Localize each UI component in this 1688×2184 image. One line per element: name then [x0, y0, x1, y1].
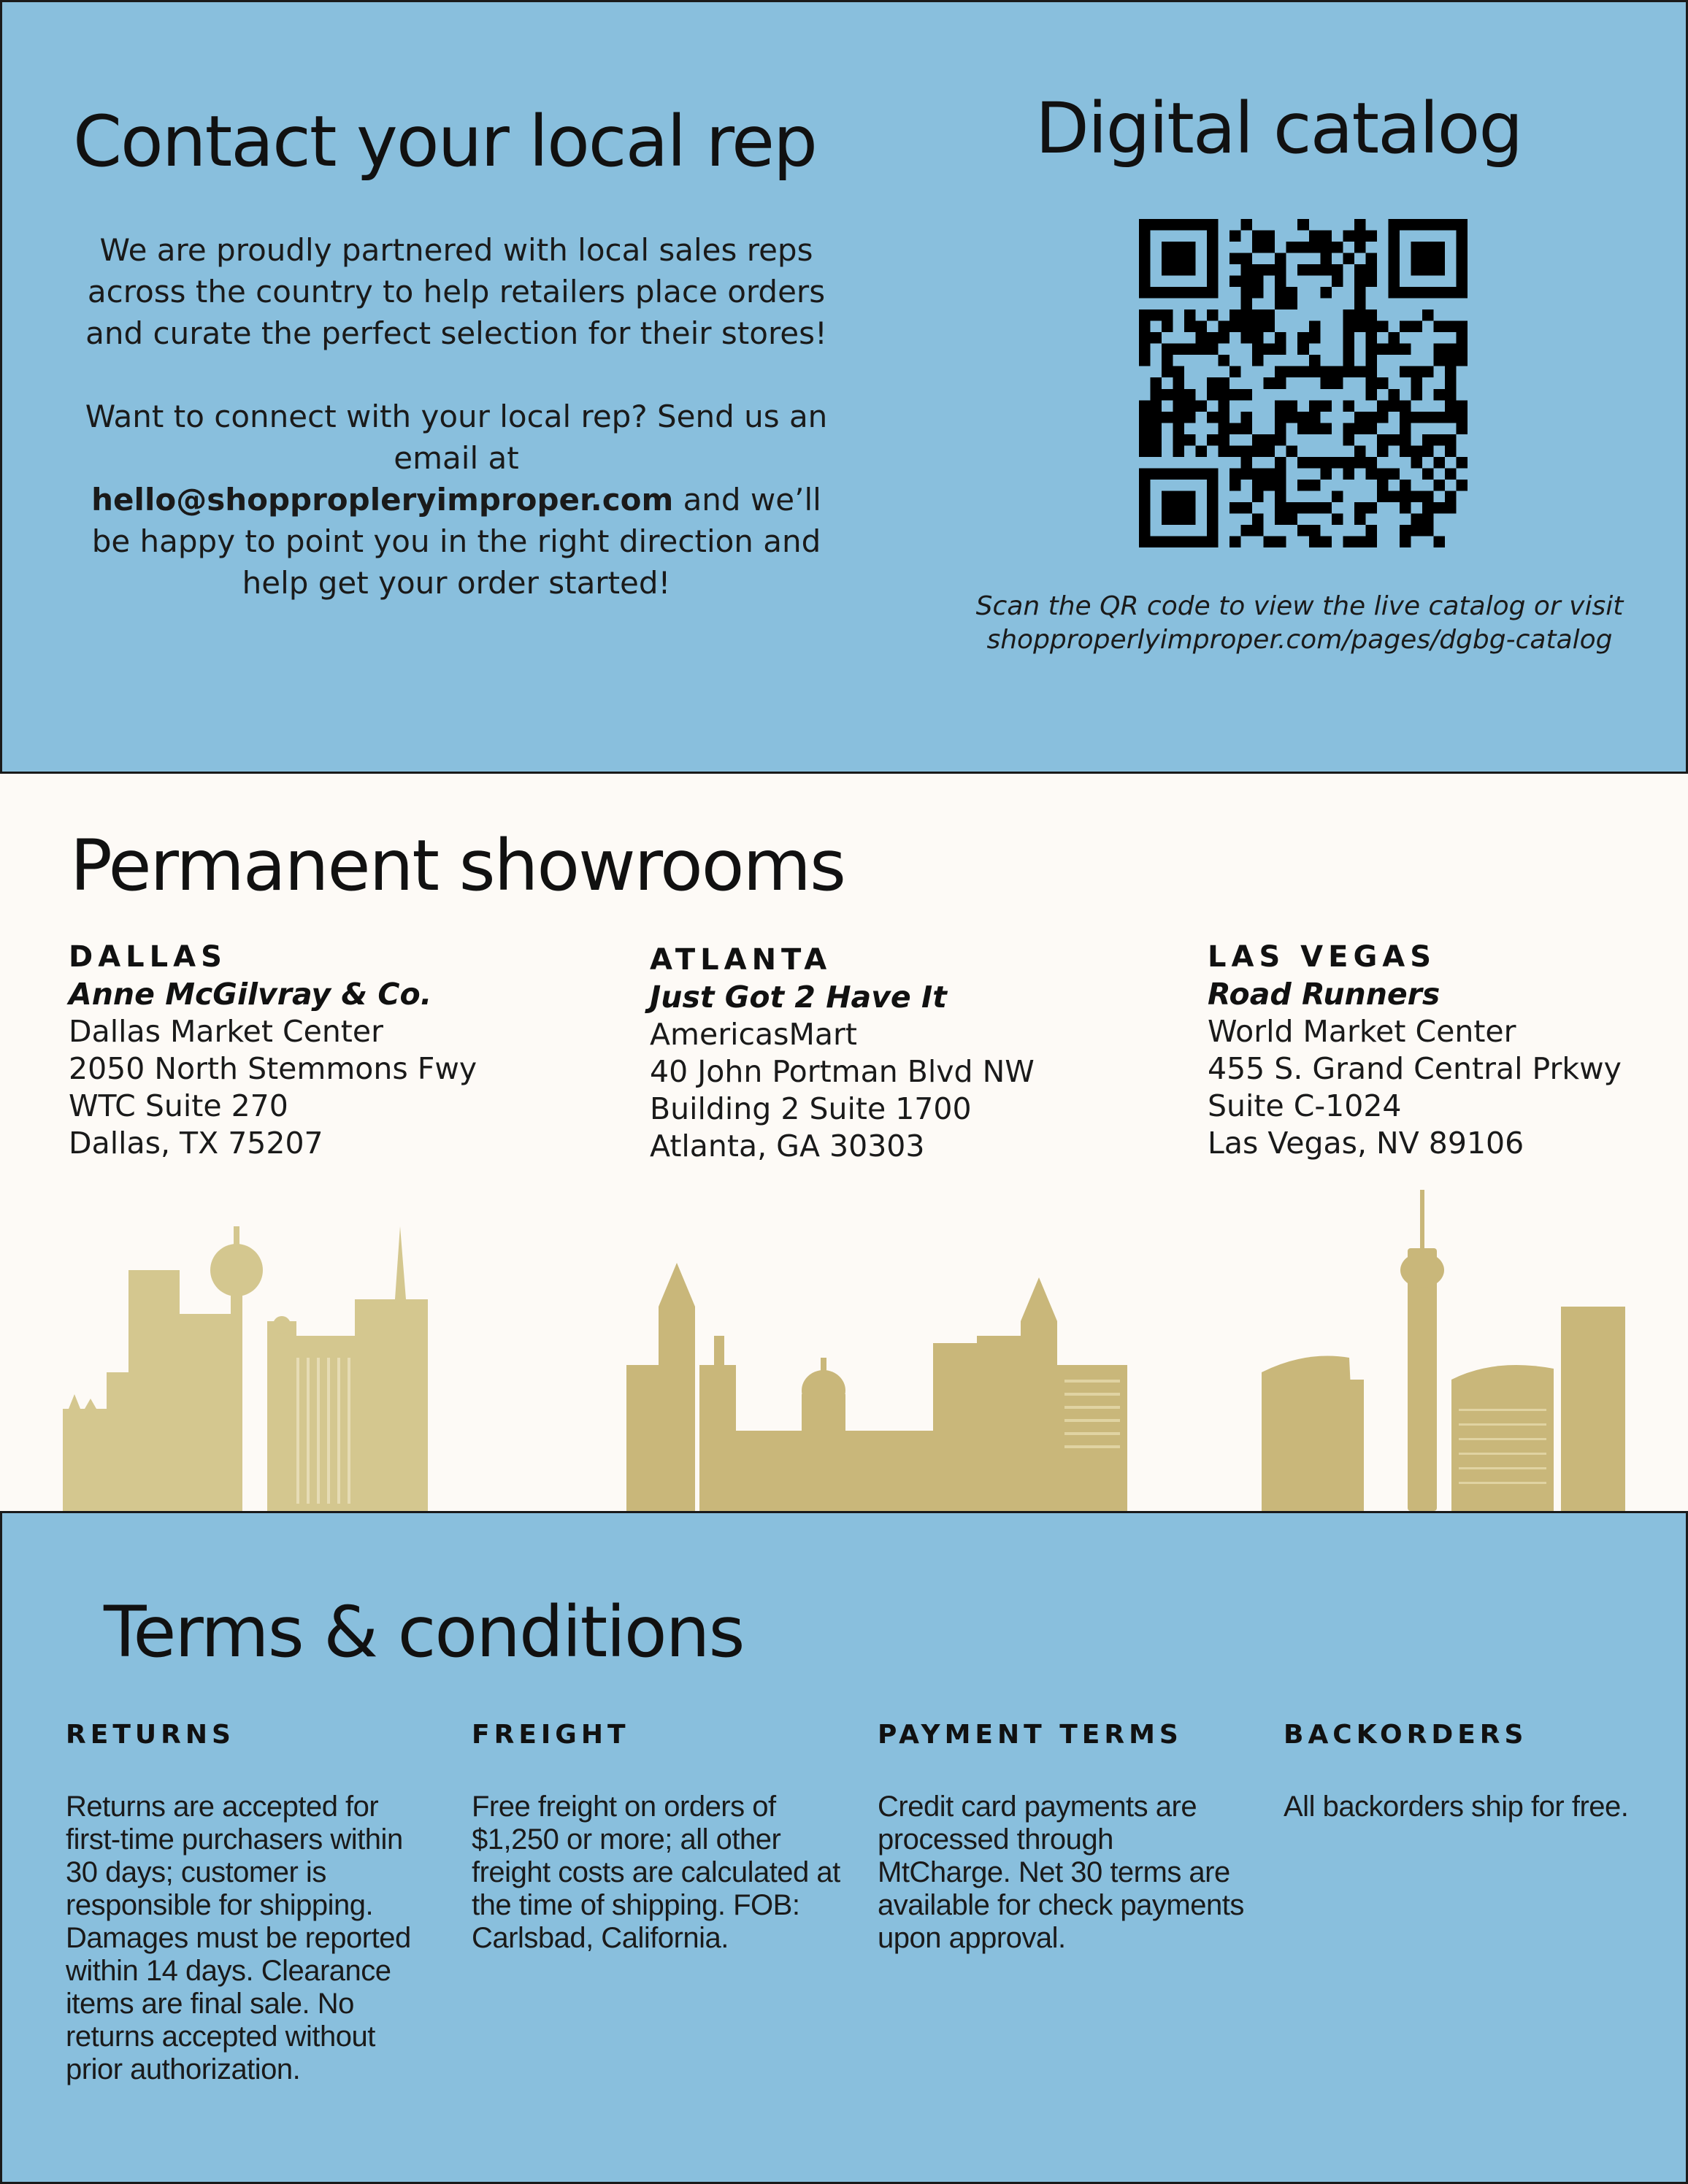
qr-code-icon[interactable]: [1139, 219, 1468, 547]
catalog-title: Digital catalog: [1035, 88, 1522, 169]
contact-email-link[interactable]: hello@shoppropleryimproper.com: [91, 482, 674, 518]
showroom-city: ATLANTA: [650, 943, 832, 977]
term-body: Free freight on orders of $1,250 or more; all other freight costs are calculated at the time of shipping. FOB: Carlsbad, California.: [472, 1791, 840, 1954]
contact-cta: [80, 396, 832, 604]
showroom-address-line: Atlanta, GA 30303: [650, 1128, 925, 1164]
showroom-city: DALLAS: [69, 940, 227, 974]
term-backorders: [1284, 1720, 1656, 1823]
showroom-rep: Anne McGilvray & Co.: [69, 977, 432, 1012]
las-vegas-skyline-icon: [1262, 1190, 1625, 1511]
terms-title: Terms & conditions: [104, 1591, 744, 1673]
contact-body: [80, 229, 832, 604]
term-freight: [472, 1720, 844, 1955]
term-heading: PAYMENT TERMS: [878, 1720, 1183, 1750]
catalog-url-link[interactable]: shopproperlyimproper.com/pages/dgbg-catalog: [986, 625, 1613, 655]
showroom-address-line: WTC Suite 270: [69, 1088, 288, 1123]
showrooms-title: Permanent showrooms: [70, 825, 845, 907]
catalog-caption: [927, 590, 1672, 657]
showroom-address-line: Las Vegas, NV 89106: [1208, 1126, 1524, 1161]
showroom-address-line: Suite C-1024: [1208, 1088, 1402, 1123]
term-returns: [66, 1720, 438, 2086]
term-body: Credit card payments are processed through MtCharge. Net 30 terms are available for check payments upon approval.: [878, 1791, 1244, 1954]
contact-cta-lead: Want to connect with your local rep? Send us an email at: [85, 399, 828, 476]
dallas-skyline-icon: [63, 1226, 428, 1511]
showroom-address-line: 2050 North Stemmons Fwy: [69, 1051, 477, 1086]
showroom-rep: Road Runners: [1208, 977, 1440, 1012]
showroom-address-line: AmericasMart: [650, 1017, 857, 1052]
term-payment-terms: [878, 1720, 1250, 1955]
term-heading: BACKORDERS: [1284, 1720, 1528, 1750]
showroom-address-line: 40 John Portman Blvd NW: [650, 1054, 1035, 1089]
showroom-address-line: Dallas, TX 75207: [69, 1126, 323, 1161]
term-heading: FREIGHT: [472, 1720, 630, 1750]
contact-intro: We are proudly partnered with local sales reps across the country to help retailers place orders and curate the perfect selection for their stores!: [85, 232, 827, 351]
contact-title: Contact your local rep: [73, 101, 816, 182]
showroom-address-line: Dallas Market Center: [69, 1014, 383, 1049]
showroom-rep: Just Got 2 Have It: [650, 980, 947, 1015]
showroom-address-line: 455 S. Grand Central Prkwy: [1208, 1051, 1622, 1086]
showroom-atlanta: [650, 942, 1035, 1165]
term-body: Returns are accepted for first-time purchasers within 30 days; customer is responsible for shipping. Damages must be reported within 14 days. Clearance items are final sale. No returns accepted without prior authorization.: [66, 1791, 411, 2085]
term-heading: RETURNS: [66, 1720, 235, 1750]
showroom-address-line: Building 2 Suite 1700: [650, 1091, 972, 1126]
term-body: All backorders ship for free.: [1284, 1791, 1629, 1823]
showroom-las-vegas: [1208, 939, 1622, 1162]
atlanta-skyline-icon: [626, 1263, 1127, 1511]
catalog-caption-line1: Scan the QR code to view the live catalog or visit: [975, 591, 1624, 621]
contact-cta-tail: and we’ll be happy to point you in the right direction and help get your order started!: [91, 482, 821, 601]
showroom-dallas: [69, 939, 477, 1162]
showroom-city: LAS VEGAS: [1208, 940, 1437, 974]
showroom-address-line: World Market Center: [1208, 1014, 1516, 1049]
